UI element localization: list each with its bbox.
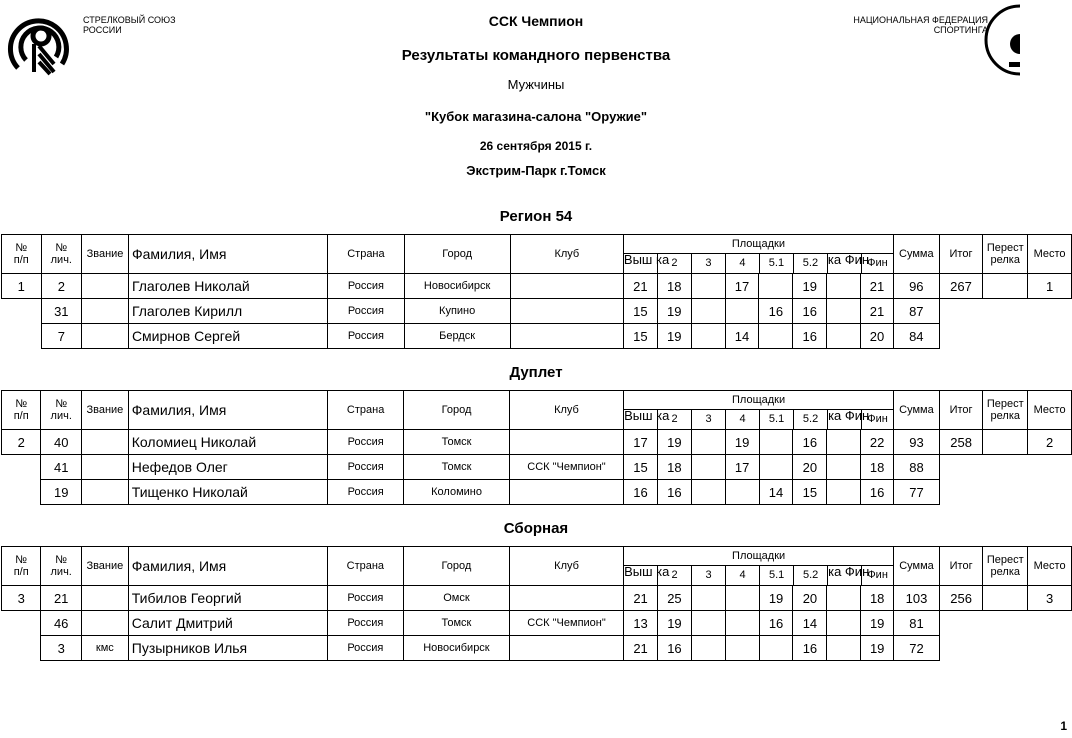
col-shootoff-header: Перест релка bbox=[983, 547, 1028, 586]
col-city-header: Город bbox=[404, 391, 510, 430]
col-city-header: Город bbox=[403, 547, 509, 586]
table-row: 3 21 Тибилов Георгий Россия Омск 21 25 19 20 18 103 256 3 bbox=[2, 586, 1072, 611]
table-row: 1 2 Глаголев Николай Россия Новосибирск 21 18 17 19 21 96 267 1 bbox=[2, 274, 1072, 299]
col-lic-header: № лич. bbox=[41, 391, 82, 430]
right-org-line1: НАЦИОНАЛЬНАЯ ФЕДЕРАЦИЯ bbox=[853, 15, 988, 25]
club-title: ССК Чемпион bbox=[488, 13, 584, 29]
team-results-table bbox=[1, 546, 1072, 661]
col-num-header: № п/п bbox=[2, 547, 41, 586]
team-title: Регион 54 bbox=[499, 208, 573, 225]
table-row: 41 Нефедов Олег Россия Томск ССК "Чемпион" 15 18 17 20 18 88 bbox=[2, 455, 1072, 480]
table-row: 3 кмс Пузырников Илья Россия Новосибирск 21 16 16 19 72 bbox=[2, 636, 1072, 661]
col-country-header: Страна bbox=[328, 391, 404, 430]
col-sum-header: Сумма bbox=[894, 547, 940, 586]
team-results-table bbox=[1, 390, 1072, 505]
col-num-header: № п/п bbox=[2, 391, 41, 430]
left-org-line1: СТРЕЛКОВЫЙ СОЮЗ bbox=[83, 15, 176, 25]
col-sum-header: Сумма bbox=[894, 391, 940, 430]
left-org-line2: РОССИИ bbox=[83, 25, 122, 35]
table-row: 2 40 Коломиец Николай Россия Томск 17 19 19 16 22 93 258 2 bbox=[2, 430, 1072, 455]
col-city-header: Город bbox=[404, 235, 510, 274]
col-lic-header: № лич. bbox=[41, 235, 82, 274]
col-grounds-header: Площадки Выш ка 2 3 4 5.1 5.2 ка Фин Фин bbox=[623, 235, 893, 274]
venue: Экстрим-Парк г.Томск bbox=[466, 163, 606, 178]
col-rank-header: Звание bbox=[81, 547, 128, 586]
col-grounds-header: Площадки Выш ка 2 3 4 5.1 5.2 ка Фин Фин bbox=[624, 391, 894, 430]
col-name-header: Фамилия, Имя bbox=[128, 391, 327, 430]
cup-name: "Кубок магазина-салона "Оружие" bbox=[424, 109, 648, 124]
col-num-header: № п/п bbox=[2, 235, 42, 274]
table-row: 46 Салит Дмитрий Россия Томск ССК "Чемпион" 13 19 16 14 19 81 bbox=[2, 611, 1072, 636]
col-country-header: Страна bbox=[328, 235, 404, 274]
col-sum-header: Сумма bbox=[893, 235, 939, 274]
team-title: Дуплет bbox=[509, 364, 563, 381]
team-title: Сборная bbox=[503, 520, 569, 537]
col-country-header: Страна bbox=[327, 547, 403, 586]
col-club-header: Клуб bbox=[509, 391, 623, 430]
page-title: Результаты командного первенства bbox=[401, 47, 671, 64]
col-total-header: Итог bbox=[939, 547, 983, 586]
col-rank-header: Звание bbox=[82, 391, 129, 430]
col-name-header: Фамилия, Имя bbox=[128, 547, 327, 586]
col-lic-header: № лич. bbox=[41, 547, 82, 586]
table-row: 7 Смирнов Сергей Россия Бердск 15 19 14 16 20 84 bbox=[2, 324, 1072, 349]
event-date: 26 сентября 2015 г. bbox=[479, 139, 593, 153]
col-club-header: Клуб bbox=[510, 235, 623, 274]
right-org-line2: СПОРТИНГА bbox=[933, 25, 988, 35]
col-club-header: Клуб bbox=[509, 547, 623, 586]
team-results-table bbox=[1, 234, 1072, 349]
category: Мужчины bbox=[507, 77, 565, 92]
col-shootoff-header: Перест релка bbox=[983, 235, 1028, 274]
col-total-header: Итог bbox=[939, 235, 983, 274]
table-row: 19 Тищенко Николай Россия Коломино 16 16 14 15 16 77 bbox=[2, 480, 1072, 505]
col-place-header: Место bbox=[1028, 391, 1072, 430]
col-name-header: Фамилия, Имя bbox=[128, 235, 327, 274]
page-number: 1 bbox=[1060, 719, 1067, 733]
table-row: 31 Глаголев Кирилл Россия Купино 15 19 16 16 21 87 bbox=[2, 299, 1072, 324]
col-total-header: Итог bbox=[939, 391, 983, 430]
col-shootoff-header: Перест релка bbox=[983, 391, 1028, 430]
col-grounds-header: Площадки Выш ка 2 3 4 5.1 5.2 ка Фин Фин bbox=[624, 547, 894, 586]
col-place-header: Место bbox=[1028, 235, 1072, 274]
col-rank-header: Звание bbox=[82, 235, 129, 274]
col-place-header: Место bbox=[1028, 547, 1072, 586]
